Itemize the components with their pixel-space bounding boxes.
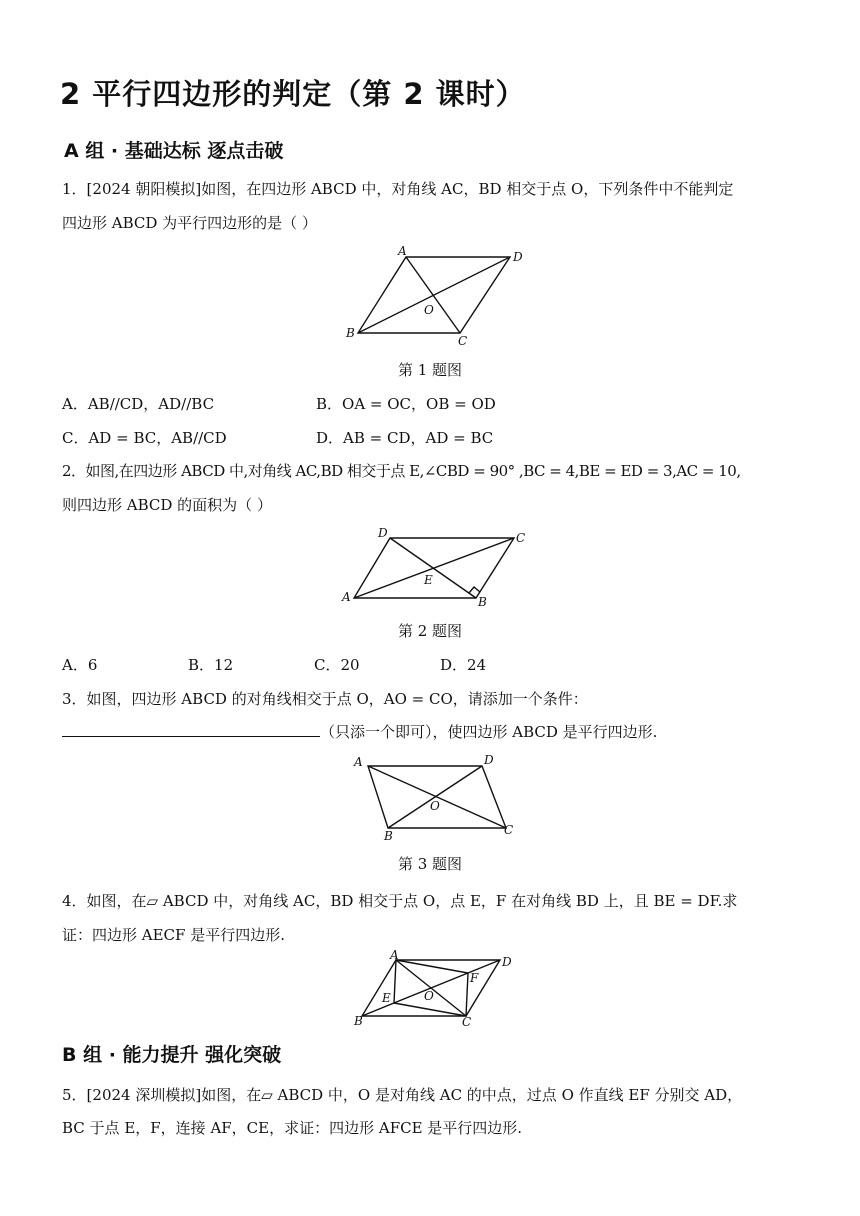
q2-label-d: D [378,526,388,540]
q2-text-line1: 2．如图,在四边形 ABCD 中,对角线 AC,BD 相交于点 E,∠CBD = 90° ,BC = 4,BE = ED = 3,AC = 10, [62,462,741,480]
q3-figure [346,750,526,846]
q4-text-line2: 证：四边形 AECF 是平行四边形. [62,926,285,944]
q3-text-line1: 3．如图，四边形 ABCD 的对角线相交于点 O，AO = CO，请添加一个条件： [62,690,588,708]
q4-text-line1: 4．如图，在▱ ABCD 中，对角线 AC，BD 相交于点 O，点 E，F 在对角线 BD 上，且 BE = DF.求 [62,892,738,910]
q2-right-angle-mark [469,587,480,593]
q2-option-d: D．24 [440,656,487,674]
q3-label-c: C [504,823,514,837]
q1-label-c: C [458,334,468,347]
q1-option-b: B．OA = OC，OB = OD [316,395,496,413]
q1-label-o: O [424,303,434,317]
q2-option-b: B．12 [188,656,234,674]
q2-label-e: E [424,573,433,587]
q1-option-c: C．AD = BC，AB//CD [62,429,227,447]
page-title: 2 平行四边形的判定（第 2 课时） [60,77,526,111]
q4-label-o: O [424,989,434,1003]
section-b-heading: B 组 · 能力提升 强化突破 [62,1044,282,1066]
q4-label-a: A [390,950,399,962]
q4-figure [350,950,520,1030]
section-a-heading: A 组 · 基础达标 逐点击破 [64,140,284,162]
q1-text-line2: 四边形 ABCD 为平行四边形的是（ ） [62,214,317,232]
q2-label-a: A [342,590,351,604]
q1-label-b: B [346,326,355,340]
q4-label-d: D [502,955,512,969]
q2-figure [336,524,536,614]
q1-text-line1: 1．[2024 朝阳模拟]如图，在四边形 ABCD 中，对角线 AC，BD 相交于点 O，下列条件中不能判定 [62,180,734,198]
q4-label-f: F [470,971,479,985]
q2-option-a: A．6 [62,656,98,674]
q3-label-a: A [354,755,363,769]
q4-label-c: C [462,1015,472,1029]
q2-option-c: C．20 [314,656,360,674]
q4-label-e: E [382,991,391,1005]
q3-answer-blank[interactable] [62,722,320,737]
q2-label-b: B [478,595,487,609]
q2-text-line2: 则四边形 ABCD 的面积为（ ） [62,496,272,514]
q5-text-line2: BC 于点 E，F，连接 AF，CE，求证：四边形 AFCE 是平行四边形. [62,1119,523,1137]
q4-diagonal-bd [362,960,500,1016]
q2-caption: 第 2 题图 [397,622,463,640]
q3-label-b: B [384,829,393,843]
q1-option-d: D．AB = CD，AD = BC [316,429,494,447]
q3-diagonal-bd [388,766,482,828]
q3-text-line2: （只添一个即可），使四边形 ABCD 是平行四边形. [320,723,658,741]
q1-caption: 第 1 题图 [397,361,463,379]
q1-option-a: A．AB//CD，AD//BC [62,395,215,413]
q1-figure [340,242,530,347]
q2-diagonal-bd [390,538,476,598]
q2-label-c: C [516,531,526,545]
q1-label-d: D [513,250,523,264]
q3-label-d: D [484,753,494,767]
q1-diagonal-bd [358,257,510,333]
q5-text-line1: 5．[2024 深圳模拟]如图，在▱ ABCD 中，O 是对角线 AC 的中点，过点 O 作直线 EF 分别交 AD， [62,1086,743,1104]
q3-caption: 第 3 题图 [397,855,463,873]
q3-text-line2-wrap [62,721,657,742]
q3-label-o: O [430,799,440,813]
q4-label-b: B [354,1014,363,1028]
q1-label-a: A [398,244,407,258]
